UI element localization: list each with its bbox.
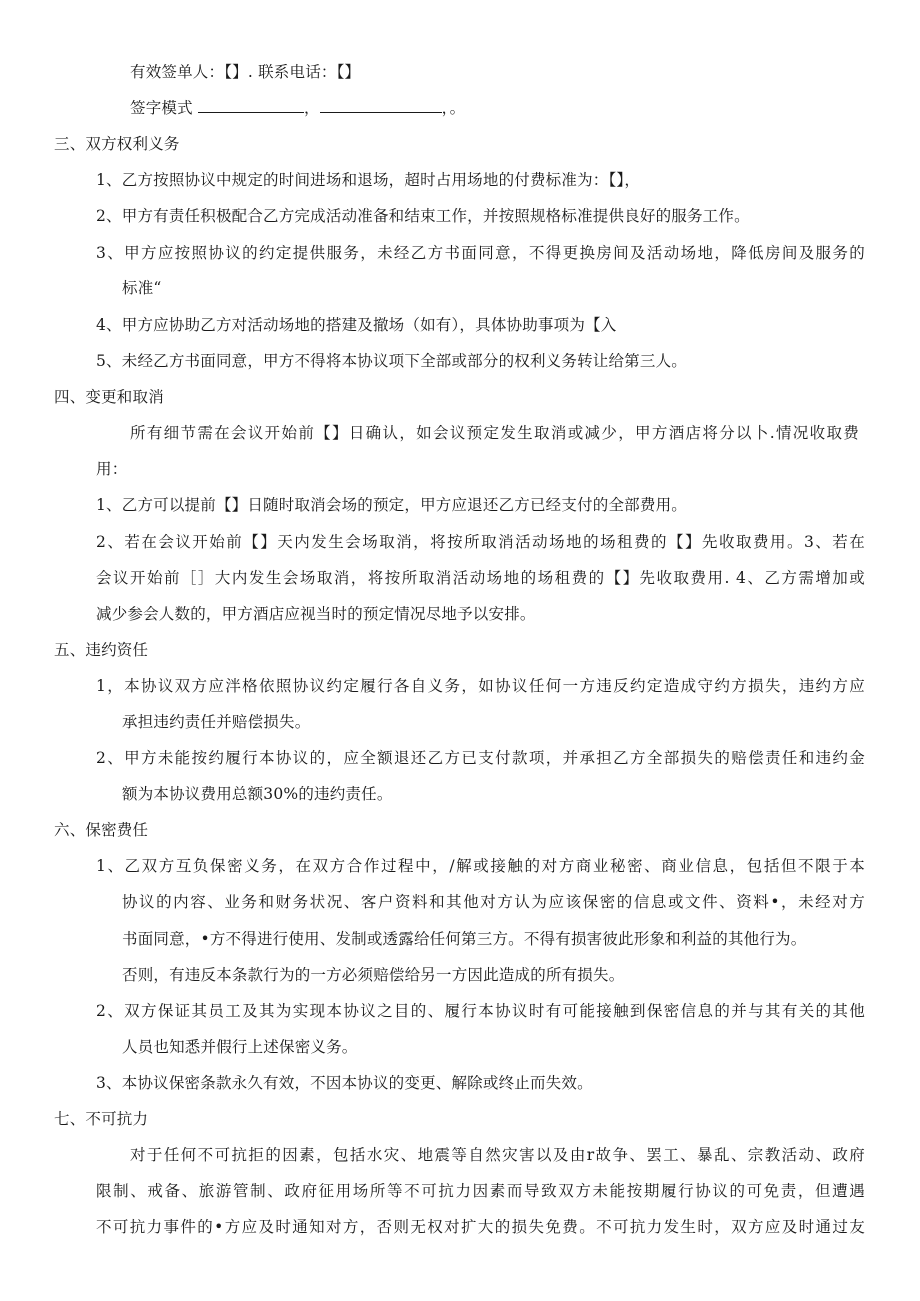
section-3-item-2: 2、甲方有责任积极配合乙方完成活动准备和结束工作，并按照规格标准提供良好的服务工作。 bbox=[96, 207, 750, 225]
section-5-heading: 五、违约资任 bbox=[54, 641, 149, 659]
section-3-heading: 三、双方权利义务 bbox=[54, 135, 180, 153]
section-5-item-2-line-2: 额为本协议费用总额30%的违约责任。 bbox=[122, 785, 393, 803]
sign-mode-separator: ， bbox=[303, 99, 320, 117]
section-5-item-1-line-1: 1，本协议双方应泮格依照协议约定履行各自义务，如协议任何一方违反约定造成守约方损失，违约方应 bbox=[96, 677, 865, 695]
section-4-item-2-line-3: 减少参会人数的，甲方酒店应视当时的预定情况尽地予以安排。 bbox=[96, 605, 536, 623]
section-3-item-3-line-1: 3、甲方应按照协议的约定提供服务，未经乙方书面同意，不得更换房间及活动场地，降低房间及服务的 bbox=[96, 244, 865, 262]
sign-mode-line bbox=[130, 98, 465, 118]
section-6-heading: 六、保密费任 bbox=[54, 821, 149, 839]
section-3-item-3-line-2: 标准“ bbox=[122, 279, 162, 297]
section-4-heading: 四、变更和取消 bbox=[54, 388, 164, 406]
sign-mode-blank-1 bbox=[198, 98, 304, 113]
section-4-item-2-line-1: 2、若在会议开始前【】天内发生会场取消，将按所取消活动场地的场租费的【】先收取费用。3、若在 bbox=[96, 533, 865, 551]
section-4-intro-line-1: 所有细节需在会议开始前【】日确认，如会议预定发生取消或减少，甲方酒店将分以卜.情况收取费 bbox=[130, 424, 859, 442]
section-3-item-5: 5、未经乙方书面同意，甲方不得将本协议项下全部或部分的权利义务转让给第三人。 bbox=[96, 352, 687, 370]
section-7-para-line-3: 不可抗力事件的•方应及时通知对方，否则无权对扩大的损失免费。不可抗力发生时，双方应及时通过友 bbox=[96, 1218, 865, 1236]
section-6-item-1-line-4: 否则，有违反本条款行为的一方必须赔偿给另一方因此造成的所有损失。 bbox=[122, 966, 625, 984]
sign-mode-end: ，。 bbox=[441, 99, 466, 117]
sign-mode-blank-2 bbox=[320, 98, 442, 113]
sign-mode-label: 签字模式 bbox=[130, 99, 193, 117]
section-5-item-2-line-1: 2、甲方未能按约履行本协议的，应全额退还乙方已支付款项，并承担乙方全部损失的赔偿责任和违约金 bbox=[96, 749, 865, 767]
section-6-item-1-line-3: 书面同意，•方不得进行使用、发制或透露给任何第三方。不得有损害彼此形象和利益的其他行为。 bbox=[122, 930, 807, 948]
section-7-para-line-2: 限制、戒备、旅游管制、政府征用场所等不可抗力因素而导致双方未能按期履行协议的可免责，但遭遇 bbox=[96, 1182, 865, 1200]
section-7-heading: 七、不可抗力 bbox=[54, 1110, 149, 1128]
section-4-item-2-line-2: 会议开始前［］大内发生会场取消，将按所取消活动场地的场租费的【】先收取费用. 4、乙方需增加或 bbox=[96, 569, 865, 587]
section-7-para-line-1: 对于任何不可抗拒的因素，包括水灾、地震等自然灾害以及由r故争、罢工、暴乱、宗教活动、政府 bbox=[130, 1146, 865, 1164]
section-4-intro-line-2: 用： bbox=[96, 460, 128, 478]
section-6-item-2-line-2: 人员也知悉并假行上述保密义务。 bbox=[122, 1038, 358, 1056]
section-3-item-4: 4、甲方应协助乙方对活动场地的搭建及撤场（如有），具体协助事项为【入 bbox=[96, 316, 617, 334]
section-4-item-1: 1、乙方可以提前【】日随时取消会场的预定，甲方应退还乙方已经支付的全部费用。 bbox=[96, 496, 687, 514]
section-6-item-3: 3、本协议保密条款永久有效，不因本协议的变更、解除或终止而失效。 bbox=[96, 1074, 593, 1092]
section-3-item-1: 1、乙方按照协议中规定的时间进场和退场，超时占用场地的付费标准为：【】， bbox=[96, 171, 641, 189]
section-6-item-1-line-1: 1、乙双方互负保密义务，在双方合作过程中，/解或接触的对方商业秘密、商业信息，包括但不限于本 bbox=[96, 857, 865, 875]
section-5-item-1-line-2: 承担违约责任并赔偿损失。 bbox=[122, 713, 311, 731]
section-6-item-2-line-1: 2、双方保证其员工及其为实现本协议之目的、履行本协议时有可能接触到保密信息的并与其有关的其他 bbox=[96, 1002, 865, 1020]
signer-contact-line: 有效签单人：【】. 联系电话：【】 bbox=[130, 63, 361, 81]
section-6-item-1-line-2: 协议的内容、业务和财务状况、客户资料和其他对方认为应该保密的信息或文件、资料•，未经对方 bbox=[122, 893, 865, 911]
